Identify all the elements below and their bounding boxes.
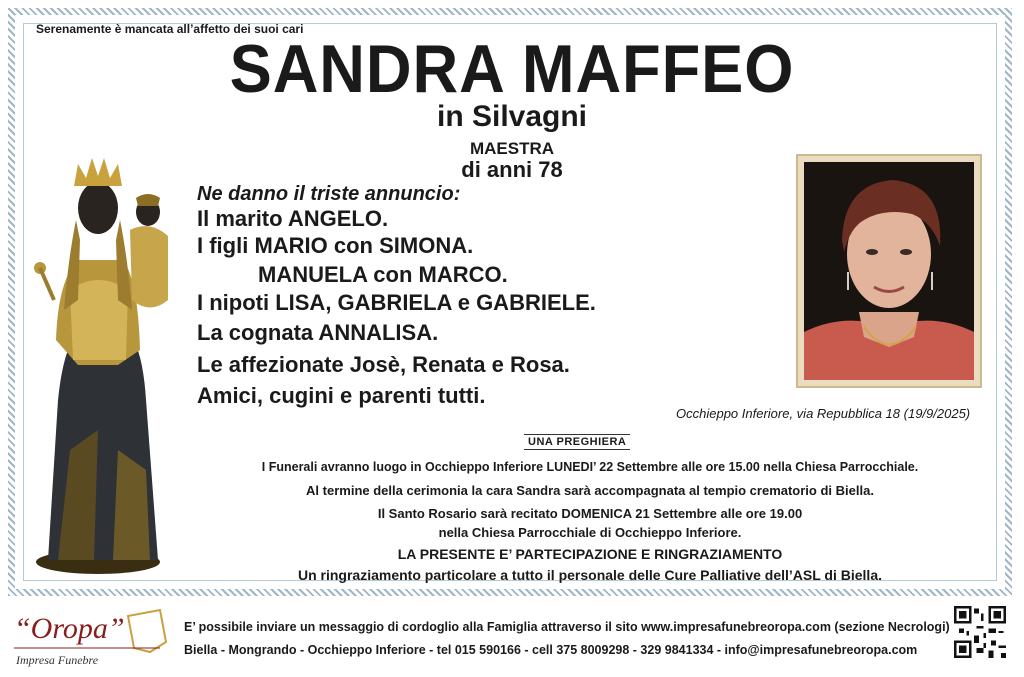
family-line: Le affezionate Josè, Renata e Rosa. xyxy=(197,352,570,377)
qr-code-icon[interactable] xyxy=(954,606,1006,658)
prayer-label: UNA PREGHIERA xyxy=(524,434,630,450)
rosary-info: Il Santo Rosario sarà recitato DOMENICA 21 Settembre alle ore 19.00 xyxy=(377,506,803,521)
oropa-logo xyxy=(10,602,170,672)
funeral-info: I Funerali avranno luogo in Occhieppo Inferiore LUNEDI’ 22 Settembre alle ore 15.00 nella Chiesa Parrocchiale. xyxy=(261,460,919,474)
intro-text: Serenamente è mancata all’affetto dei suoi cari xyxy=(36,22,304,36)
family-line: La cognata ANNALISA. xyxy=(197,320,439,345)
logo-main-text: “Oropa” xyxy=(14,612,125,645)
footer-message: E’ possibile inviare un messaggio di cordoglio alla Famiglia attraverso il sito www.impresafunebreoropa.com (sezione Necrologi) xyxy=(184,620,950,634)
portrait-photo xyxy=(796,154,982,388)
family-line: I nipoti LISA, GABRIELA e GABRIELE. xyxy=(197,290,596,315)
family-line: MANUELA con MARCO. xyxy=(258,262,508,287)
family-line: I figli MARIO con SIMONA. xyxy=(197,233,474,258)
married-name: in Silvagni xyxy=(436,100,588,133)
profession: MAESTRA xyxy=(469,139,555,158)
family-line: Amici, cugini e parenti tutti. xyxy=(197,383,486,408)
deceased-name: SANDRA MAFFEO xyxy=(229,31,795,107)
funeral-info: Al termine della cerimonia la cara Sandra sarà accompagnata al tempio crematorio di Biella. xyxy=(306,483,874,498)
place-and-date: Occhieppo Inferiore, via Repubblica 18 (19/9/2025) xyxy=(676,406,971,421)
thanks-heading: LA PRESENTE E’ PARTECIPAZIONE E RINGRAZIAMENTO xyxy=(397,546,783,562)
announcement-heading: Ne danno il triste annuncio: xyxy=(197,183,461,205)
logo-sub-text: Impresa Funebre xyxy=(16,653,99,667)
age: di anni 78 xyxy=(461,157,563,182)
rosary-info: nella Chiesa Parrocchiale di Occhieppo Inferiore. xyxy=(438,525,742,540)
family-line: Il marito ANGELO. xyxy=(197,206,389,231)
thanks-text: Un ringraziamento particolare a tutto il personale delle Cure Palliative dell’ASL di Biella. xyxy=(297,567,882,583)
footer-contacts: Biella - Mongrando - Occhieppo Inferiore - tel 015 590166 - cell 375 8009298 - 329 9841334 - info@impresafunebreoropa.com xyxy=(184,643,918,657)
